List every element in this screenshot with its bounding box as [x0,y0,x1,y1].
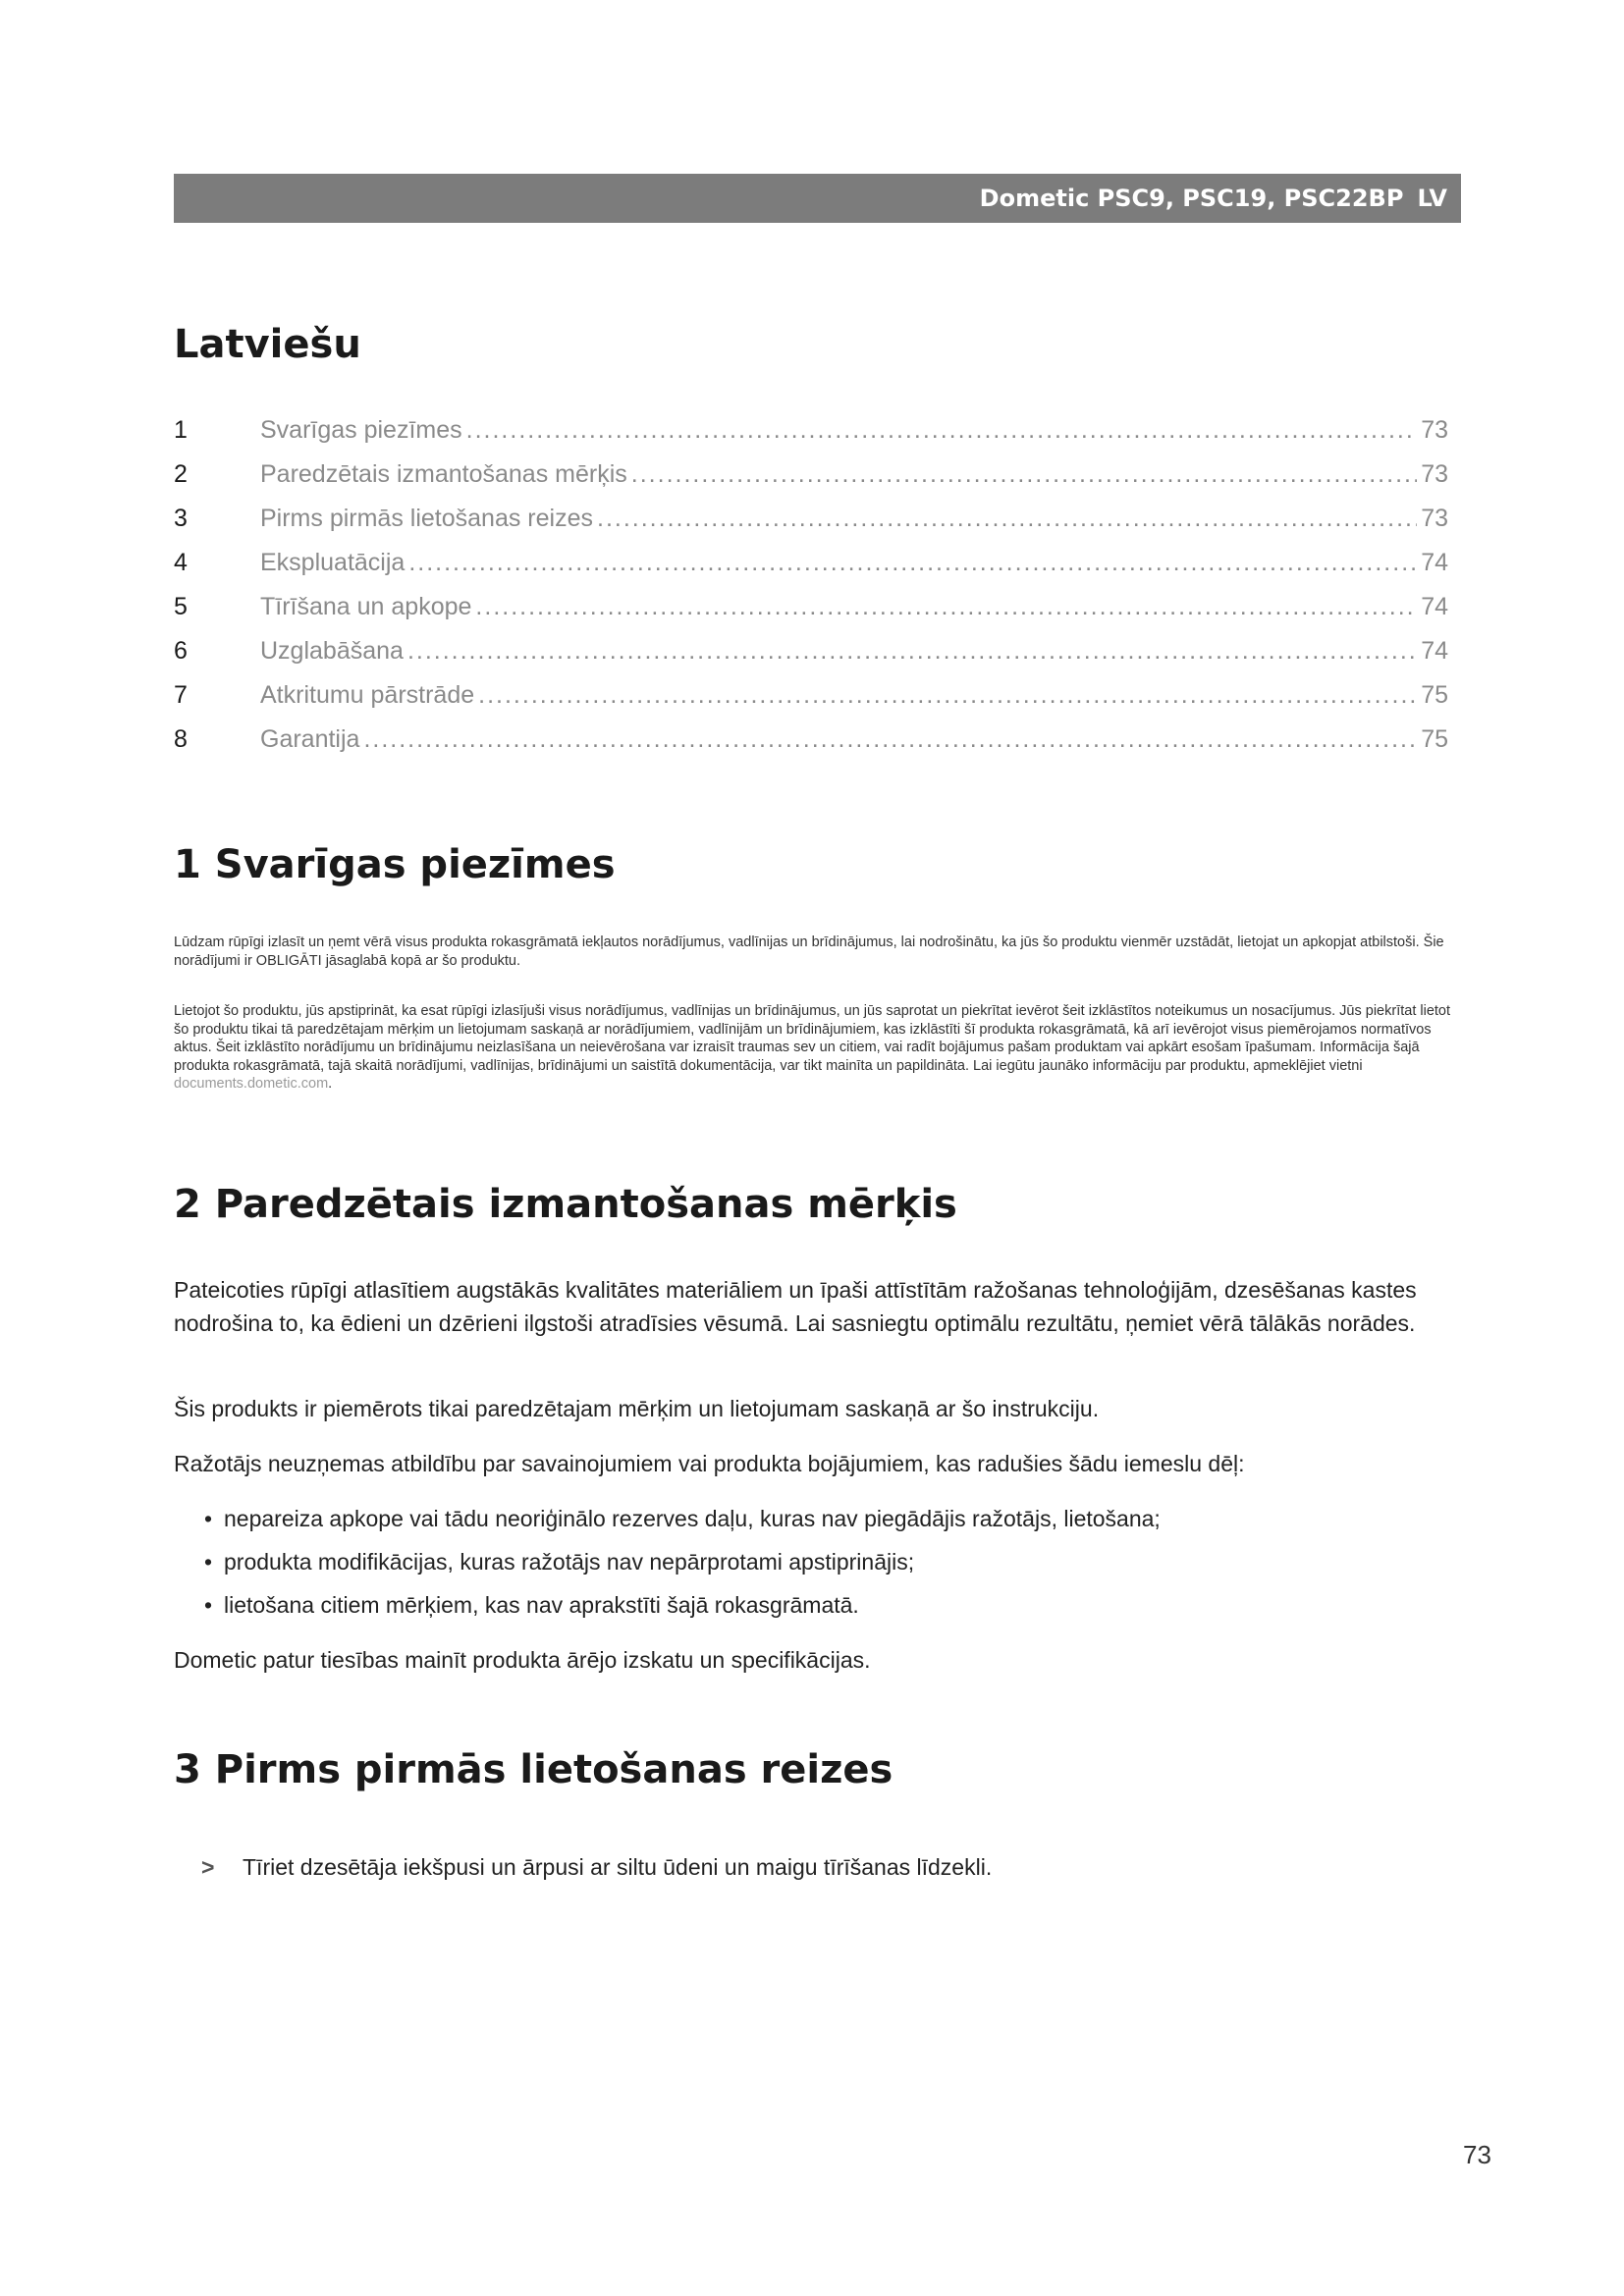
section-3-heading: 3 Pirms pirmās lietošanas reizes [174,1747,893,1792]
toc-leader-dots [408,549,1417,577]
toc-leader-dots [363,725,1417,754]
toc-item-number: 2 [174,460,188,488]
toc-item[interactable] [174,460,1448,505]
toc-item-number: 6 [174,637,188,665]
section-2-paragraph-3: Ražotājs neuzņemas atbildību par savainojumiem vai produkta bojājumiem, kas radušies šādu iemeslu dēļ: [174,1451,1245,1476]
page-number: 73 [1463,2140,1491,2169]
toc-item[interactable] [174,593,1448,637]
section-1-paragraph-2 [174,1002,1460,1094]
language-title: Latviešu [174,322,361,367]
toc-item-title: Uzglabāšana [260,637,404,665]
toc-item-page: 74 [1421,549,1448,576]
paragraph-period: . [328,1076,333,1092]
toc-item-page: 75 [1421,681,1448,709]
toc-item[interactable] [174,681,1448,725]
toc-item-title: Ekspluatācija [260,549,406,576]
toc-item-page: 73 [1421,416,1448,444]
header-language-code: LV [1417,185,1447,212]
section-1-paragraph-2-text: Lietojot šo produktu, jūs apstiprināt, ka esat rūpīgi izlasījuši visus norādījumus, vadlīnijas un brīdinājumus, un jūs saprotat un piekrītat ievērot šeit izklāstītos noteikumus un nosacījumus. Jūs piekrītat lietot šo produktu tikai tā paredzētajam mērķim un lietojumam saskaņā ar norādījumiem, vadlīnijām un brīdinājumiem, kas izklāstīti šī produkta rokasgrāmatā, kā arī ievērojot visus piemērojamos normatīvos aktus. Šeit izklāstīto norādījumu un brīdinājumu neizlasīšana un neievērošana var izraisīt traumas sev un citiem, vai radīt bojājumus pašam produktam vai apkārt esošam īpašumam. Informācija šajā produkta rokasgrāmatā, tajā skaitā norādījumi, vadlīnijas, brīdinājumi un saistītā dokumentācija, var tikt mainīta un papildināta. Lai iegūtu jaunāko informāciju par produktu, apmeklējiet vietni [174,1003,1451,1074]
table-of-contents [174,416,1448,770]
toc-item-number: 7 [174,681,188,709]
toc-item-number: 1 [174,416,188,444]
toc-item-title: Tīrīšana un apkope [260,593,472,620]
list-item [204,1502,1451,1545]
bullet-symbol: • [204,1506,213,1531]
list-item-text: lietošana citiem mērķiem, kas nav aprakstīti šajā rokasgrāmatā. [224,1592,859,1618]
toc-item-title: Atkritumu pārstrāde [260,681,475,709]
section-2-paragraph-4: Dometic patur tiesības mainīt produkta ārējo izskatu un specifikācijas. [174,1647,871,1673]
step-arrow-icon: > [201,1854,215,1880]
toc-item[interactable] [174,416,1448,460]
toc-item-title: Garantija [260,725,360,753]
bullet-symbol: • [204,1592,213,1618]
toc-item[interactable] [174,549,1448,593]
toc-item-title: Paredzētais izmantošanas mērķis [260,460,627,488]
toc-leader-dots [478,681,1417,710]
toc-leader-dots [631,460,1417,489]
list-item-text: nepareiza apkope vai tādu neoriģinālo rezerves daļu, kuras nav piegādājis ražotājs, lietošana; [224,1506,1161,1531]
documents-link[interactable]: documents.dometic.com [174,1076,329,1092]
toc-item-page: 73 [1421,460,1448,488]
toc-item-number: 3 [174,505,188,532]
toc-item-page: 73 [1421,505,1448,532]
toc-item-page: 75 [1421,725,1448,753]
list-item [204,1545,1451,1588]
toc-item-title: Svarīgas piezīmes [260,416,462,444]
instruction-step-text: Tīriet dzesētāja iekšpusi un ārpusi ar siltu ūdeni un maigu tīrīšanas līdzekli. [243,1854,993,1880]
section-1-heading: 1 Svarīgas piezīmes [174,842,616,887]
bullet-symbol: • [204,1549,213,1575]
section-2-paragraph-2: Šis produkts ir piemērots tikai paredzētajam mērķim un lietojumam saskaņā ar šo instrukciju. [174,1396,1100,1421]
toc-item[interactable] [174,725,1448,770]
section-2-heading: 2 Paredzētais izmantošanas mērķis [174,1182,957,1227]
toc-item-number: 5 [174,593,188,620]
list-item [204,1588,1451,1631]
toc-item-page: 74 [1421,593,1448,620]
toc-item-title: Pirms pirmās lietošanas reizes [260,505,593,532]
section-1-paragraph-1: Lūdzam rūpīgi izlasīt un ņemt vērā visus produkta rokasgrāmatā iekļautos norādījumus, vadlīnijas un brīdinājumus, lai nodrošinātu, ka jūs šo produktu vienmēr uzstādāt, lietojat un apkopjat atbilstoši. Šie norādījumi ir OBLIGĀTI jāsaglabā kopā ar šo produktu. [174,934,1444,969]
section-2-bullet-list [204,1502,1451,1631]
toc-item-number: 8 [174,725,188,753]
header-bar [174,174,1461,223]
toc-leader-dots [597,505,1417,533]
toc-leader-dots [466,416,1418,445]
list-item-text: produkta modifikācijas, kuras ražotājs nav nepārprotami apstiprinājis; [224,1549,915,1575]
section-2-paragraph-1: Pateicoties rūpīgi atlasītiem augstākās kvalitātes materiāliem un īpaši attīstītām ražošanas tehnoloģijām, dzesēšanas kastes nodrošina to, ka ēdieni un dzērieni ilgstoši atradīsies vēsumā. Lai sasniegtu optimālu rezultātu, ņemiet vērā tālākās norādes. [174,1277,1417,1336]
instruction-step [201,1850,992,1884]
toc-item-page: 74 [1421,637,1448,665]
toc-item[interactable] [174,505,1448,549]
toc-leader-dots [475,593,1417,621]
header-product-name: Dometic PSC9, PSC19, PSC22BP [979,185,1404,212]
toc-leader-dots [407,637,1417,666]
toc-item-number: 4 [174,549,188,576]
toc-item[interactable] [174,637,1448,681]
